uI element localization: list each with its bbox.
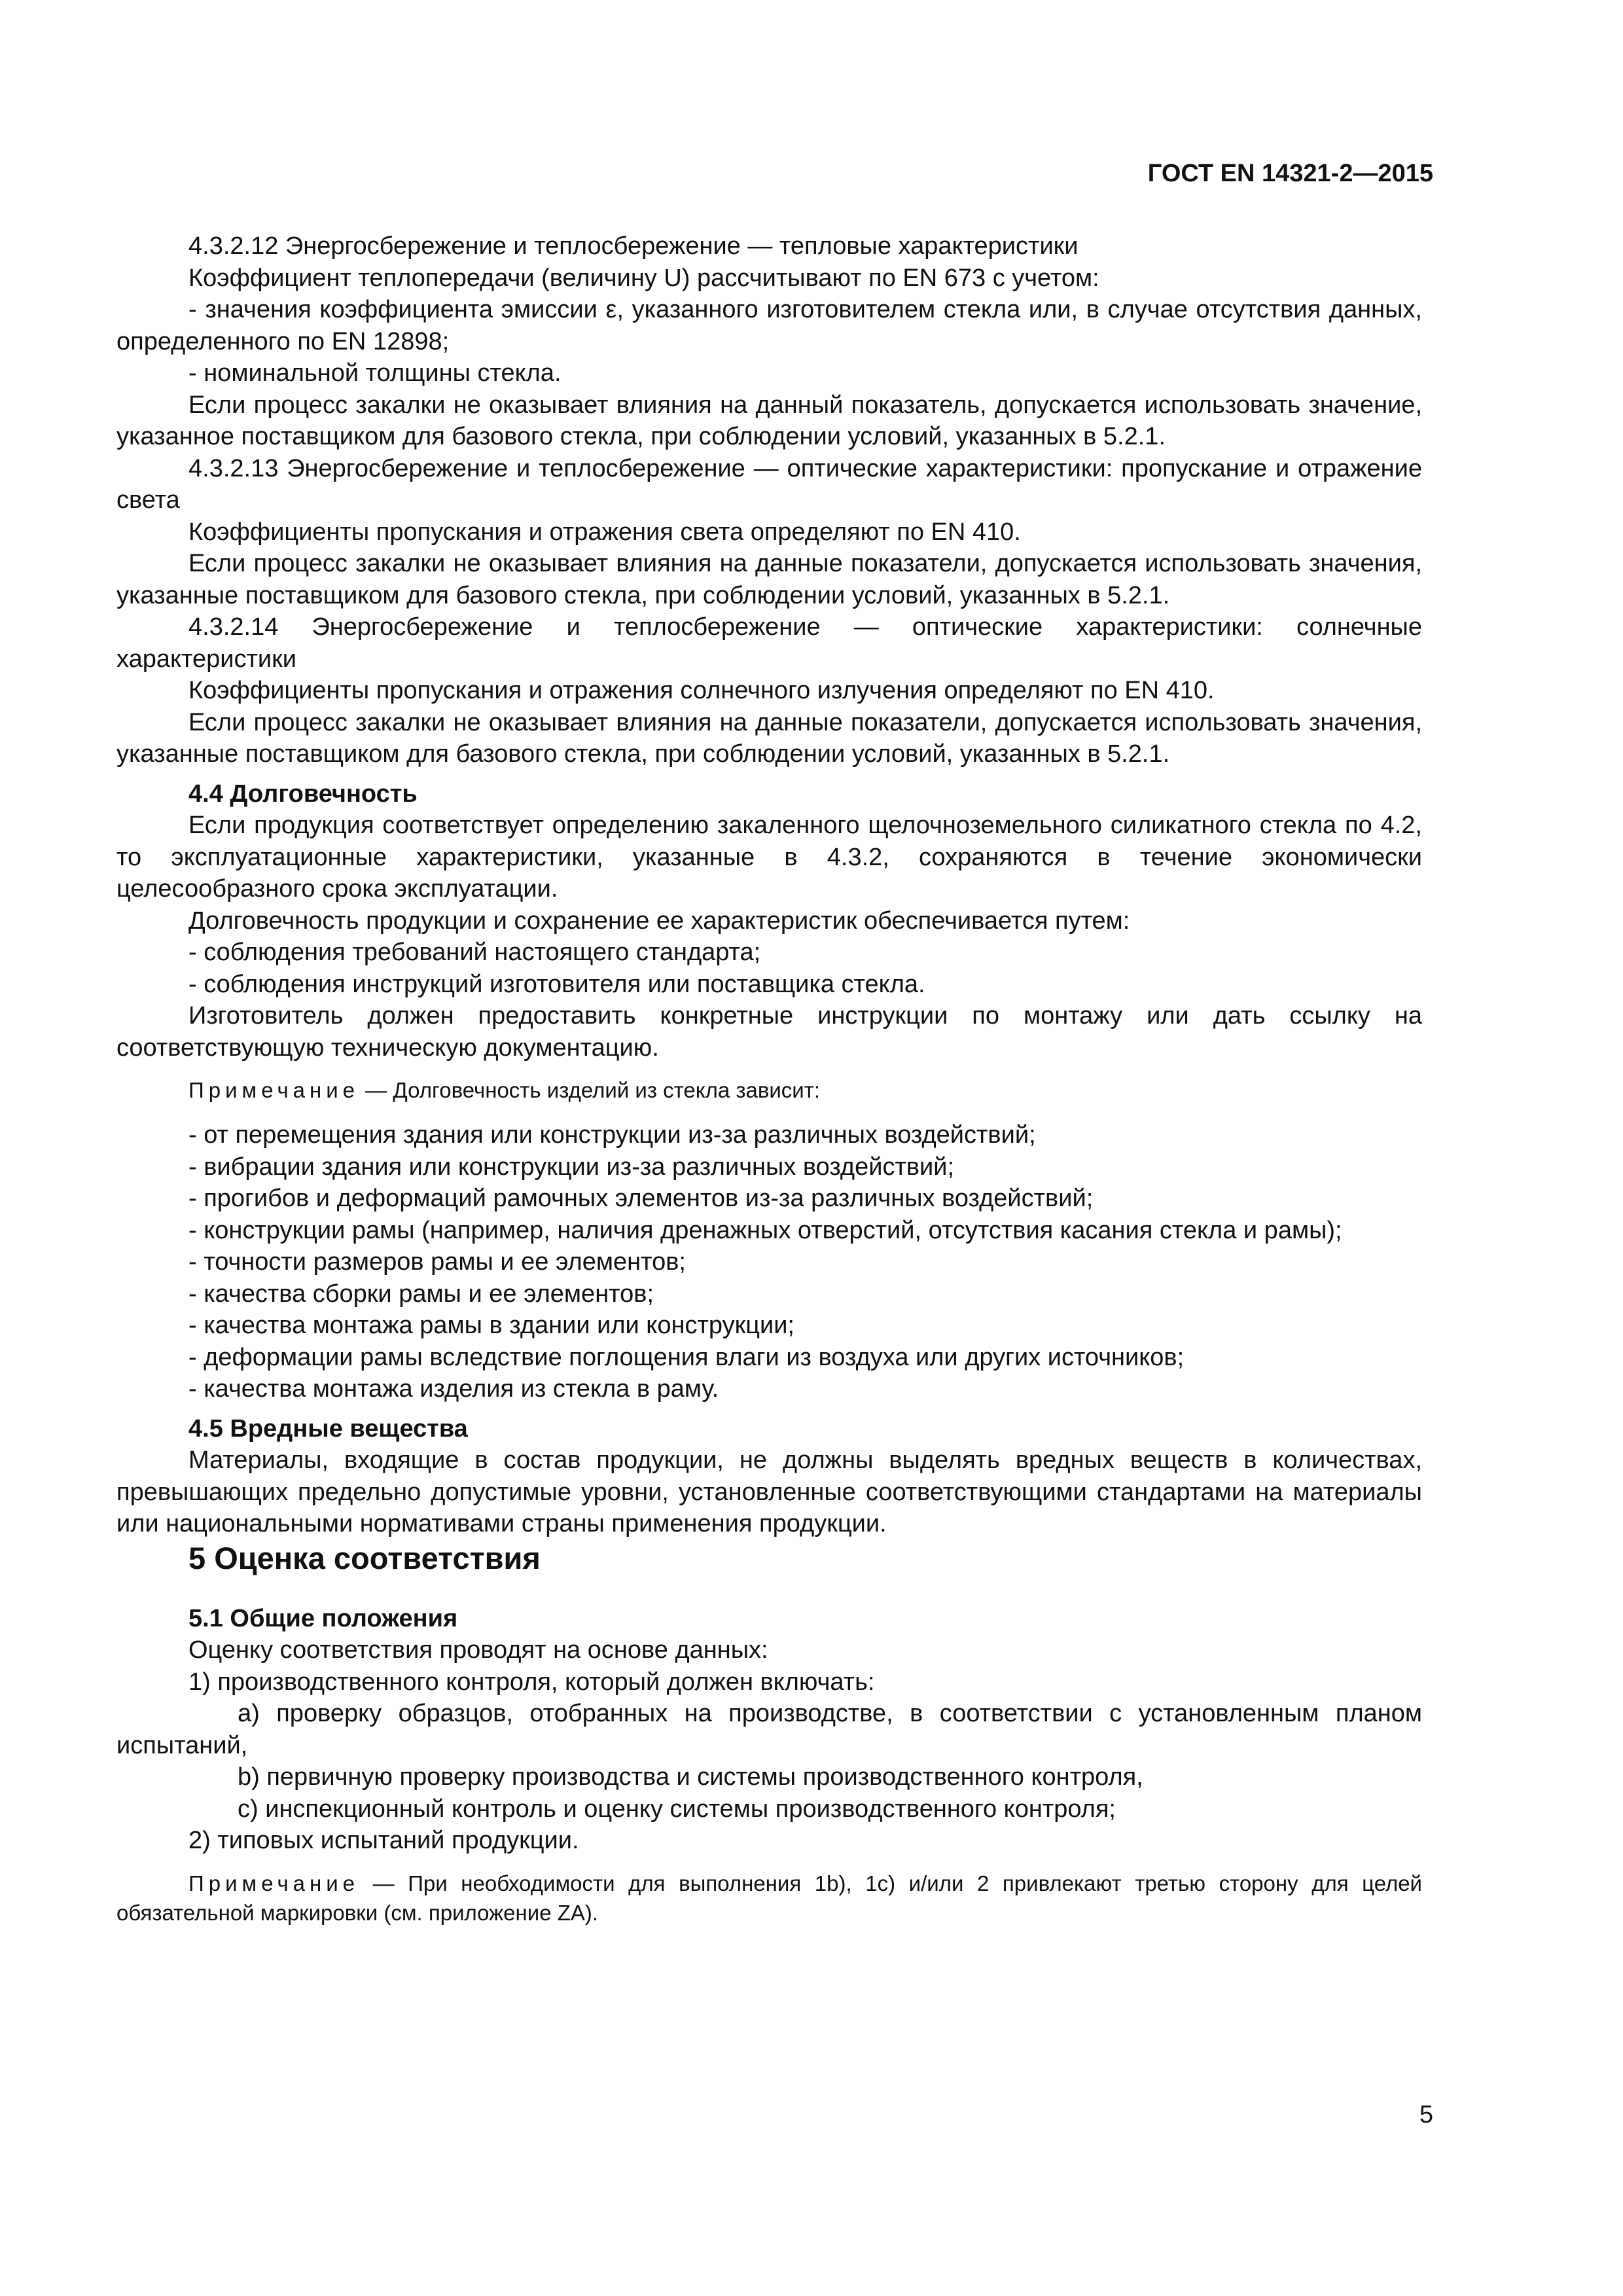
list-item: - соблюдения требований настоящего стандарта; xyxy=(188,939,761,966)
list-item: - конструкции рамы (например, наличия дренажных отверстий, отсутствия касания стекла и рамы); xyxy=(188,1216,1342,1244)
list-item: - соблюдения инструкций изготовителя или поставщика стекла. xyxy=(188,970,925,998)
list-item: - номинальной толщины стекла. xyxy=(188,359,562,387)
list-item: - деформации рамы вследствие поглощения влаги из воздуха или других источников; xyxy=(188,1343,1185,1371)
list-item: - прогибов и деформаций рамочных элементов из-за различных воздействий; xyxy=(188,1185,1094,1212)
note-durability xyxy=(116,1075,1422,1105)
list-item: - качества сборки рамы и ее элементов; xyxy=(188,1280,654,1308)
note-label: Примечание xyxy=(188,1871,360,1895)
list-item: - значения коэффициента эмиссии ε, указанного изготовителем стекла или, в случае отсутствия данных, определенного по EN 12898; xyxy=(116,296,1422,355)
page-content xyxy=(116,230,1422,1928)
list-item: b) первичную проверку производства и системы производственного контроля, xyxy=(238,1763,1143,1791)
standard-designation: ГОСТ EN 14321-2—2015 xyxy=(1147,160,1433,187)
paragraph: Изготовитель должен предоставить конкретные инструкции по монтажу или дать ссылку на соответствующую техническую документацию. xyxy=(116,1002,1422,1062)
paragraph: Если продукция соответствует определению закаленного щелочноземельного силикатного стекла по 4.2, то эксплуатационные характеристики, указанные в 4.3.2, сохраняются в течение экономически целесообразного срока эксплуатации. xyxy=(116,812,1422,903)
list-item: 2) типовых испытаний продукции. xyxy=(188,1827,579,1854)
paragraph: Коэффициенты пропускания и отражения солнечного излучения определяют по EN 410. xyxy=(188,677,1215,704)
list-item: c) инспекционный контроль и оценку системы производственного контроля; xyxy=(238,1795,1116,1823)
note-label: Примечание xyxy=(188,1078,360,1102)
list-item: - вибрации здания или конструкции из-за различных воздействий; xyxy=(188,1153,955,1181)
section-4-4-heading: 4.4 Долговечность xyxy=(188,780,418,808)
list-item: - точности размеров рамы и ее элементов; xyxy=(188,1248,686,1276)
list-item: 1) производственного контроля, который должен включать: xyxy=(188,1668,875,1696)
paragraph: Если процесс закалки не оказывает влияния на данные показатели, допускается использовать значения, указанные поставщиком для базового стекла, при соблюдении условий, указанных в 5.2.1. xyxy=(116,708,1422,768)
paragraph: Оценку соответствия проводят на основе данных: xyxy=(188,1636,768,1664)
note-third-party xyxy=(116,1869,1422,1928)
paragraph: Долговечность продукции и сохранение ее характеристик обеспечивается путем: xyxy=(188,906,1130,935)
paragraph: Коэффициент теплопередачи (величину U) рассчитывают по EN 673 с учетом: xyxy=(188,264,1099,292)
paragraph: Материалы, входящие в состав продукции, не должны выделять вредных веществ в количествах, превышающих предельно допустимые уровни, установленные соответствующими стандартами на материалы или национальными нормативами страны применения продукции. xyxy=(116,1446,1422,1537)
section-4-3-2-13-title: 4.3.2.13 Энергосбережение и теплосбережение — оптические характеристики: пропускание и отражение света xyxy=(116,454,1422,514)
list-item: - качества монтажа рамы в здании или конструкции; xyxy=(188,1312,794,1339)
section-4-3-2-12-title: 4.3.2.12 Энергосбережение и теплосбережение — тепловые характеристики xyxy=(188,232,1079,260)
paragraph: Если процесс закалки не оказывает влияния на данный показатель, допускается использовать значение, указанное поставщиком для базового стекла, при соблюдении условий, указанных в 5.2.1. xyxy=(116,391,1422,450)
note-text: — При необходимости для выполнения 1b), 1c) и/или 2 привлекают третью сторону для целей обязательной маркировки (см. приложение ZA). xyxy=(116,1871,1422,1925)
section-4-3-2-14-title: 4.3.2.14 Энергосбережение и теплосбережение — оптические характеристики: солнечные характеристики xyxy=(116,613,1422,673)
note-text: — Долговечность изделий из стекла зависит: xyxy=(359,1078,821,1102)
paragraph: Коэффициенты пропускания и отражения света определяют по EN 410. xyxy=(188,518,1021,546)
list-item: - от перемещения здания или конструкции из-за различных воздействий; xyxy=(188,1121,1036,1149)
section-5-1-heading: 5.1 Общие положения xyxy=(188,1604,458,1632)
list-item: - качества монтажа изделия из стекла в раму. xyxy=(188,1375,719,1403)
list-item: a) проверку образцов, отобранных на производстве, в соответствии с установленным планом испытаний, xyxy=(116,1700,1422,1759)
section-4-5-heading: 4.5 Вредные вещества xyxy=(188,1414,468,1443)
page-number: 5 xyxy=(1419,2101,1433,2128)
paragraph: Если процесс закалки не оказывает влияния на данные показатели, допускается использовать значения, указанные поставщиком для базового стекла, при соблюдении условий, указанных в 5.2.1. xyxy=(116,550,1422,609)
section-5-heading: 5 Оценка соответствия xyxy=(188,1540,541,1575)
